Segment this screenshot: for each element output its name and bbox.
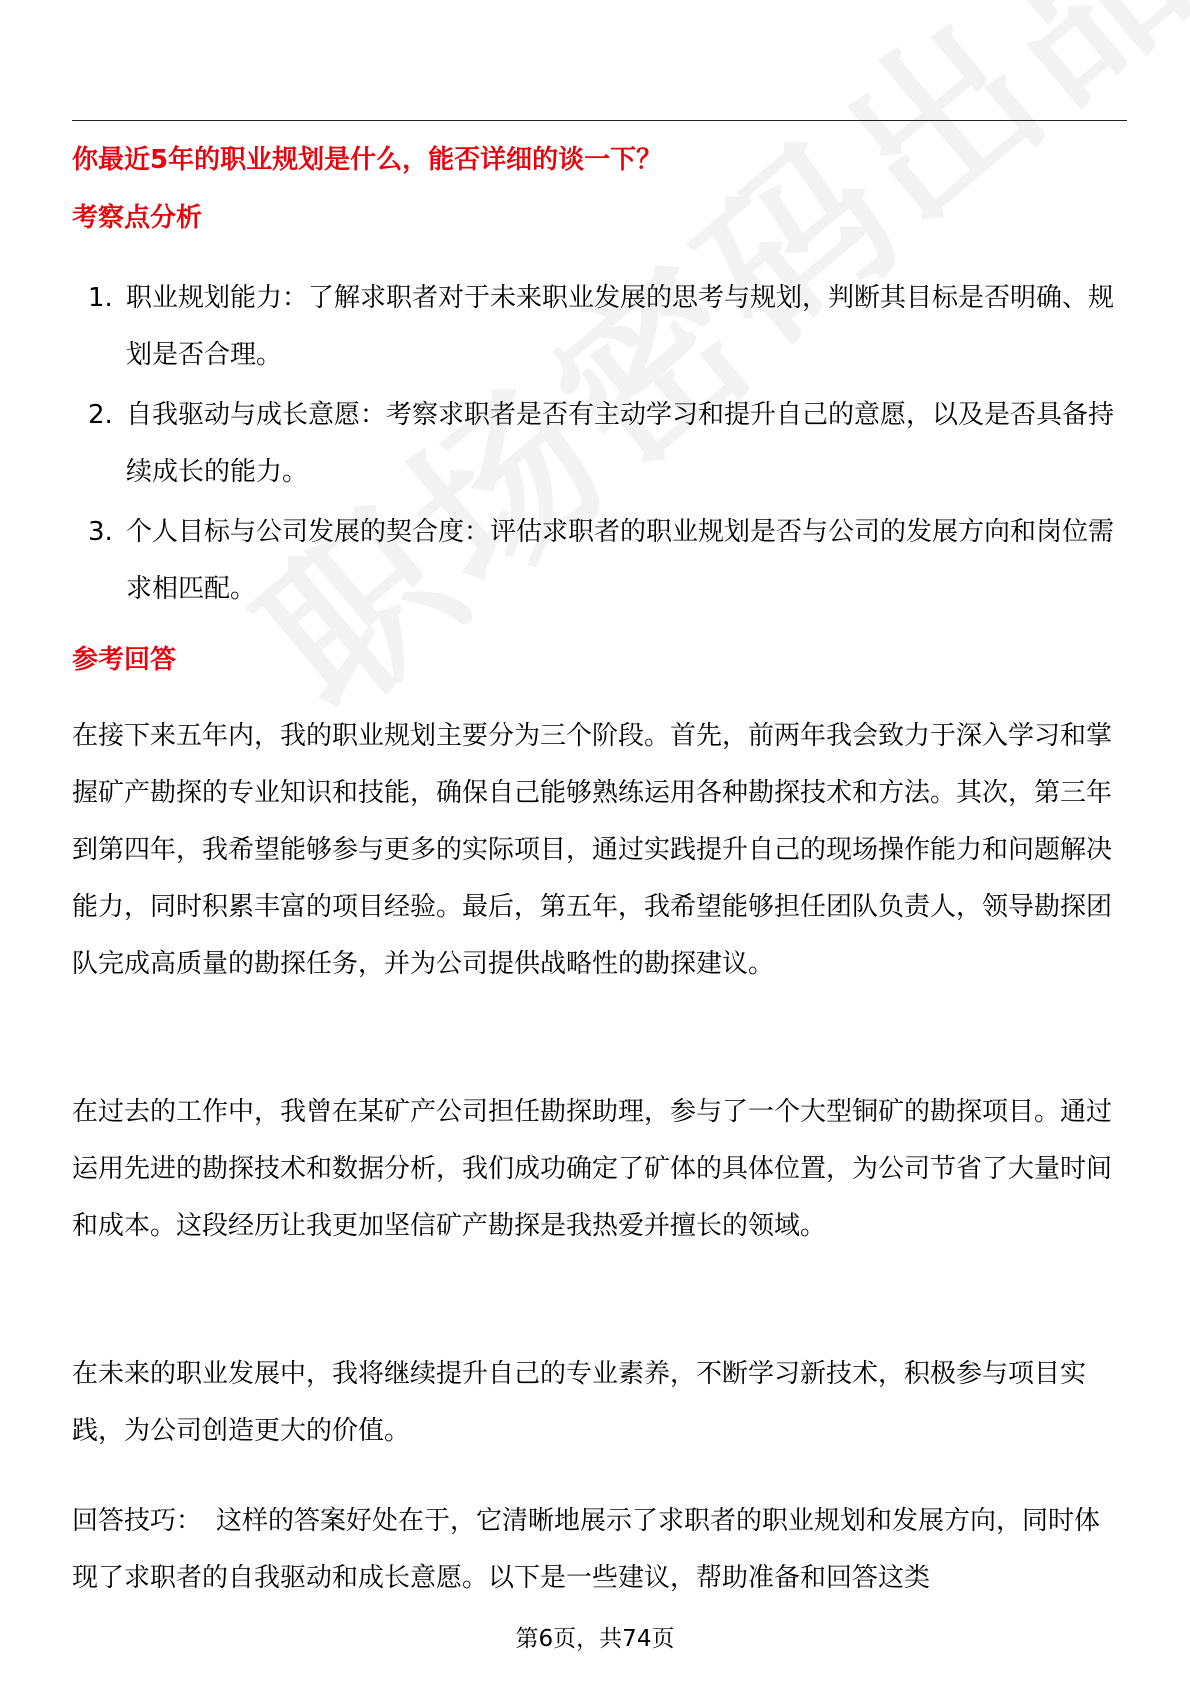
answer-paragraph: 在未来的职业发展中，我将继续提升自己的专业素养，不断学习新技术，积极参与项目实践，为公司创造更大的价值。	[72, 1359, 1087, 1446]
analysis-item-number: 1.	[88, 283, 113, 313]
answer-title: 参考回答	[72, 645, 177, 675]
analysis-list	[72, 270, 1122, 618]
analysis-item	[72, 387, 1122, 501]
analysis-item	[72, 270, 1122, 384]
answer-paragraph: 在接下来五年内，我的职业规划主要分为三个阶段。首先，前两年我会致力于深入学习和掌握矿产勘探的专业知识和技能，确保自己能够熟练运用各种勘探技术和方法。其次，第三年到第四年，我希望能够参与更多的实际项目，通过实践提升自己的现场操作能力和问题解决能力，同时积累丰富的项目经验。最后，第五年，我希望能够担任团队负责人，领导勘探团队完成高质量的勘探任务，并为公司提供战略性的勘探建议。	[72, 721, 1113, 979]
question-heading: 你最近5年的职业规划是什么，能否详细的谈一下？	[72, 145, 663, 175]
tips-label: 回答技巧：	[72, 1506, 203, 1536]
page-footer: 第6页，共74页	[515, 1626, 675, 1652]
tips-paragraph	[72, 1493, 1122, 1607]
analysis-item-text: 个人目标与公司发展的契合度：评估求职者的职业规划是否与公司的发展方向和岗位需求相匹配。	[126, 517, 1115, 604]
tips-text: 这样的答案好处在于，它清晰地展示了求职者的职业规划和发展方向，同时体现了求职者的自我驱动和成长意愿。以下是一些建议，帮助准备和回答这类	[72, 1506, 1101, 1593]
analysis-item-text: 自我驱动与成长意愿：考察求职者是否有主动学习和提升自己的意愿，以及是否具备持续成长的能力。	[126, 400, 1115, 487]
analysis-item-number: 2.	[88, 400, 113, 430]
analysis-item-number: 3.	[88, 517, 113, 547]
answer-paragraph: 在过去的工作中，我曾在某矿产公司担任勘探助理，参与了一个大型铜矿的勘探项目。通过运用先进的勘探技术和数据分析，我们成功确定了矿体的具体位置，为公司节省了大量时间和成本。这段经历让我更加坚信矿产勘探是我热爱并擅长的领域。	[72, 1097, 1113, 1241]
header-rule	[72, 120, 1127, 121]
analysis-item	[72, 504, 1122, 618]
analysis-item-text: 职业规划能力：了解求职者对于未来职业发展的思考与规划，判断其目标是否明确、规划是否合理。	[126, 283, 1115, 370]
analysis-title: 考察点分析	[72, 203, 203, 233]
